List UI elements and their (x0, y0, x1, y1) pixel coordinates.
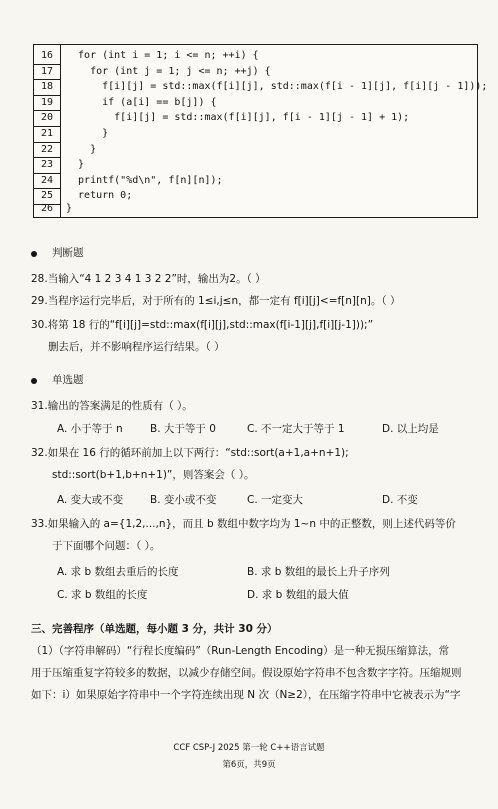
question-28: 28.当输入“4 1 2 3 4 1 3 2 2”时，输出为2。（ ） (31, 273, 266, 285)
code-line (34, 126, 477, 142)
code-text: } (66, 203, 73, 214)
problem-1-line1: （1）（字符串解码）“行程长度编码”（Run-Length Encoding）是一种无损压缩算法，常 (31, 645, 450, 657)
bullet-icon (31, 251, 37, 257)
line-number: 24 (40, 174, 54, 186)
line-number: 21 (40, 128, 54, 139)
line-number: 26 (40, 203, 54, 214)
code-line (34, 79, 488, 95)
code-listing (33, 44, 488, 218)
line-number: 20 (40, 112, 54, 124)
code-line (34, 201, 477, 217)
code-text: for (int i = 1; i <= n; ++i) { (66, 50, 259, 61)
option-32-b: B. 变小或不变 (150, 494, 217, 506)
code-text: f[i][j] = std::max(f[i][j], f[i - 1][j - 1] + 1); (66, 112, 410, 124)
option-31-a: A. 小于等于 n (57, 423, 123, 435)
option-33-d: D. 求 b 数组的最大值 (247, 589, 349, 601)
footer-exam-title: CCF CSP-J 2025 第一轮 C++语言试题 (173, 743, 325, 753)
code-line (34, 142, 477, 158)
question-30-line2: 删去后，并不影响程序运行结果。（ ） (48, 341, 225, 353)
code-text: if (a[i] == b[j]) { (66, 96, 217, 108)
line-number: 25 (40, 190, 54, 202)
code-line (34, 173, 477, 189)
question-32-line2: std::sort(b+1,b+n+1)”，则答案会（ ）。 (52, 469, 255, 481)
option-33-a: A. 求 b 数组去重后的长度 (57, 566, 179, 578)
option-33-b: B. 求 b 数组的最长上升子序列 (247, 566, 390, 578)
option-32-c: C. 一定变大 (247, 494, 304, 506)
question-30-line1: 30.将第 18 行的“f[i][j]=std::max(f[i][j],std::max(f[i-1][j],f[i][j-1]));” (31, 319, 374, 331)
section-heading-complete-program: 三、完善程序（单选题，每小题 3 分，共计 30 分） (31, 623, 278, 635)
line-number: 18 (40, 81, 54, 93)
code-line (34, 48, 477, 64)
code-line (34, 110, 477, 126)
code-text: } (66, 128, 109, 139)
code-text: return 0; (66, 190, 133, 202)
code-text: for (int j = 1; j <= n; ++j) { (66, 65, 271, 77)
question-32-line1: 32.如果在 16 行的循环前加上以下两行：“std::sort(a+1,a+n+1); (31, 447, 349, 459)
code-text: } (66, 143, 97, 155)
line-number: 17 (40, 65, 54, 77)
option-31-b: B. 大于等于 0 (150, 423, 216, 435)
option-32-d: D. 不变 (382, 494, 418, 506)
problem-1-line3: 如下：i）如果原始字符串中一个字符连续出现 N 次（N≥2），在压缩字符串中它被表示为“字 (31, 689, 461, 701)
line-number: 19 (40, 96, 54, 108)
code-line (34, 157, 477, 173)
code-text: } (66, 159, 85, 171)
code-text: f[i][j] = std::max(f[i][j], std::max(f[i - 1][j], f[i][j - 1])); (66, 81, 488, 93)
footer-page-number: 第6页，共9页 (222, 760, 276, 770)
question-29: 29.当程序运行完毕后，对于所有的 1≤i,j≤n，都一定有 f[i][j]<=f[n][n]。（ ） (31, 295, 401, 307)
bullet-icon (31, 378, 37, 384)
line-number: 22 (40, 143, 54, 155)
problem-1-line2: 用于压缩重复字符较多的数据，以减少存储空间。假设原始字符串不包含数字字符。压缩规则 (31, 667, 462, 679)
section-heading-single: 单选题 (52, 374, 84, 386)
option-32-a: A. 变大或不变 (57, 494, 124, 506)
code-line (34, 64, 477, 80)
question-33-line1: 33.如果输入的 a={1,2,...,n}，而且 b 数组中数字均为 1~n 中的正整数，则上述代码等价 (31, 518, 456, 530)
code-text: printf("%d\n", f[n][n]); (66, 174, 223, 186)
code-line (34, 95, 477, 111)
line-number: 16 (40, 50, 54, 61)
section-heading-judge: 判断题 (52, 247, 84, 259)
option-31-c: C. 不一定大于等于 1 (247, 423, 345, 435)
question-31: 31.输出的答案满足的性质有（ ）。 (31, 400, 193, 412)
question-33-line2: 于下面哪个问题：（ ）。 (52, 540, 161, 552)
line-number: 23 (40, 159, 54, 171)
option-31-d: D. 以上均是 (382, 423, 439, 435)
option-33-c: C. 求 b 数组的长度 (57, 589, 148, 601)
